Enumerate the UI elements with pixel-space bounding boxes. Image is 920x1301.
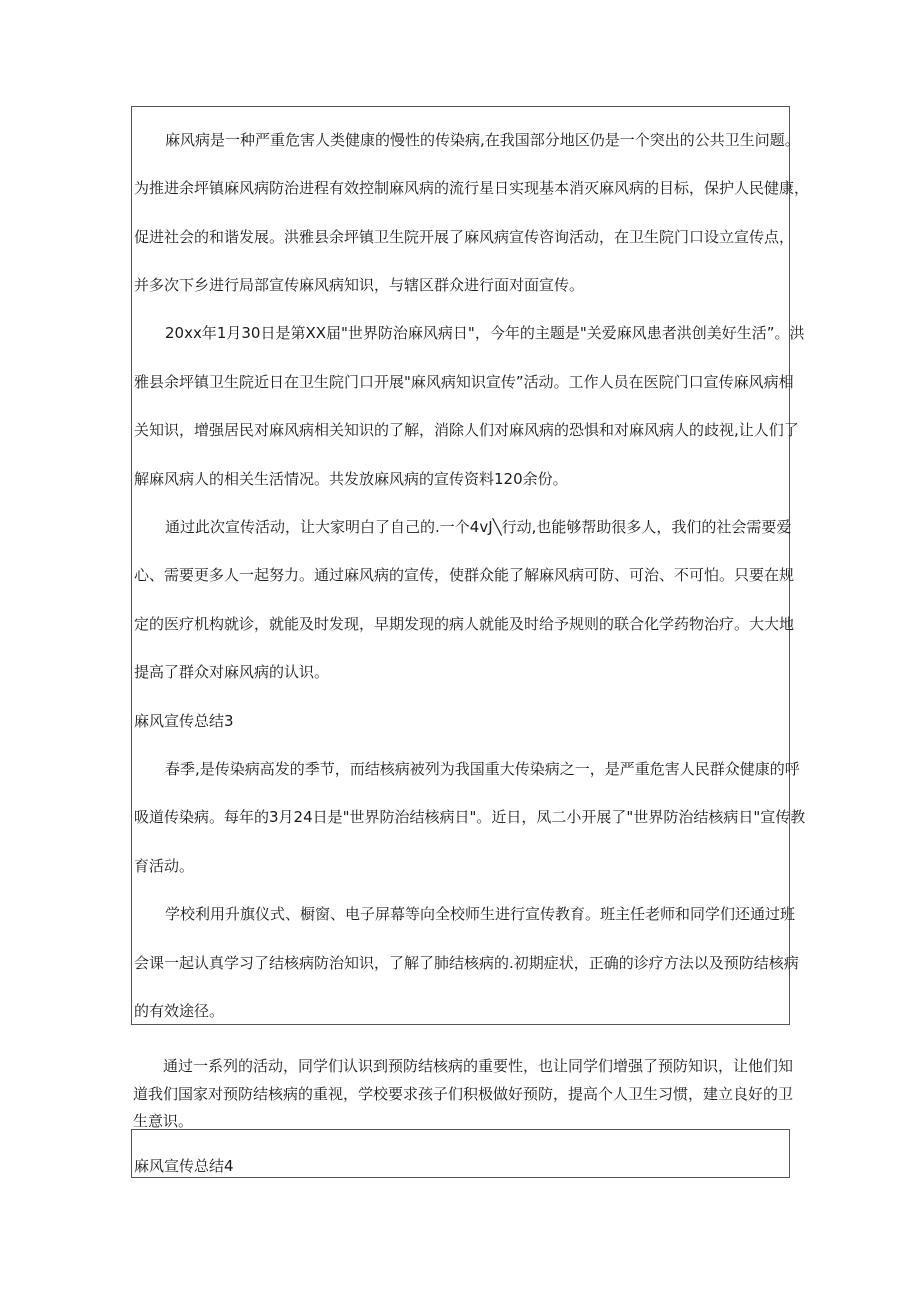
- paragraph-line: 雅县余坪镇卫生院近日在卫生院门口开展"麻风病知识宣传”活动。工作人员在医院门口宣传麻风病相: [134, 373, 794, 391]
- paragraph-line: 通过一系列的活动，同学们认识到预防结核病的重要性，也让同学们增强了预防知识，让他们知: [163, 1057, 794, 1075]
- section-heading: 麻风宣传总结4: [134, 1157, 234, 1175]
- paragraph-line: 定的医疗机构就诊，就能及时发现，早期发现的病人就能及时给予规则的联合化学药物治疗。大大地: [134, 615, 795, 633]
- paragraph-line: 吸道传染病。每年的3月24日是"世界防治结核病日"。近日，凤二小开展了"世界防治结核病日"宣传教: [134, 808, 806, 826]
- paragraph-line: 为推进余坪镇麻风病防治进程有效控制麻风病的流行星日实现基本消灭麻风病的目标，保护人民健康，: [134, 179, 810, 197]
- paragraph-line: 道我们国家对预防结核病的重视，学校要求孩子们积极做好预防，提高个人卫生习惯，建立良好的卫: [133, 1085, 794, 1103]
- paragraph-line: 心、需要更多人一起努力。通过麻风病的宣传，使群众能了解麻风病可防、可治、不可怕。只要在规: [134, 566, 795, 584]
- section-heading: 麻风宣传总结3: [134, 712, 234, 730]
- paragraph-line: 20xx年1月30日是第XX届"世界防治麻风病日"，今年的主题是"关爱麻风患者洪创美好生活”。洪: [165, 324, 805, 342]
- content-box: [131, 106, 810, 1025]
- paragraph-line: 的有效途径。: [134, 1002, 225, 1020]
- paragraph-line: 提高了群众对麻风病的认识。: [134, 663, 330, 681]
- paragraph-line: 并多次下乡进行局部宣传麻风病知识，与辖区群众进行面对面宣传。: [134, 276, 585, 294]
- paragraph-line: 生意识。: [133, 1112, 194, 1130]
- paragraph-line: 麻风病是一种严重危害人类健康的慢性的传染病,在我国部分地区仍是一个突出的公共卫生问题。: [165, 131, 800, 149]
- paragraph-line: 通过此次宣传活动，让大家明白了自己的.一个4vJ╲行动,也能够帮助很多人，我们的社会需要爱: [165, 518, 792, 536]
- paragraph-line: 春季,是传染病高发的季节，而结核病被列为我国重大传染病之一，是严重危害人民群众健康的呼: [165, 760, 800, 778]
- paragraph-line: 关知识，增强居民对麻风病相关知识的了解，消除人们对麻风病的恐惧和对麻风病人的歧视,让人们了: [134, 421, 799, 439]
- section-box: [131, 1129, 790, 1178]
- paragraph-line: 解麻风病人的相关生活情况。共发放麻风病的宣传资料120余份。: [134, 470, 568, 488]
- paragraph-line: 育活动。: [134, 857, 195, 875]
- paragraph-line: 促进社会的和谐发展。洪雅县余坪镇卫生院开展了麻风病宣传咨询活动，在卫生院门口设立宣传点，: [134, 228, 795, 246]
- paragraph-line: 会课一起认真学习了结核病防治知识，了解了肺结核病的.初期症状，正确的诊疗方法以及预防结核病: [134, 954, 799, 972]
- paragraph-line: 学校利用升旗仪式、橱窗、电子屏幕等向全校师生进行宣传教育。班主任老师和同学们还通过班: [165, 905, 796, 923]
